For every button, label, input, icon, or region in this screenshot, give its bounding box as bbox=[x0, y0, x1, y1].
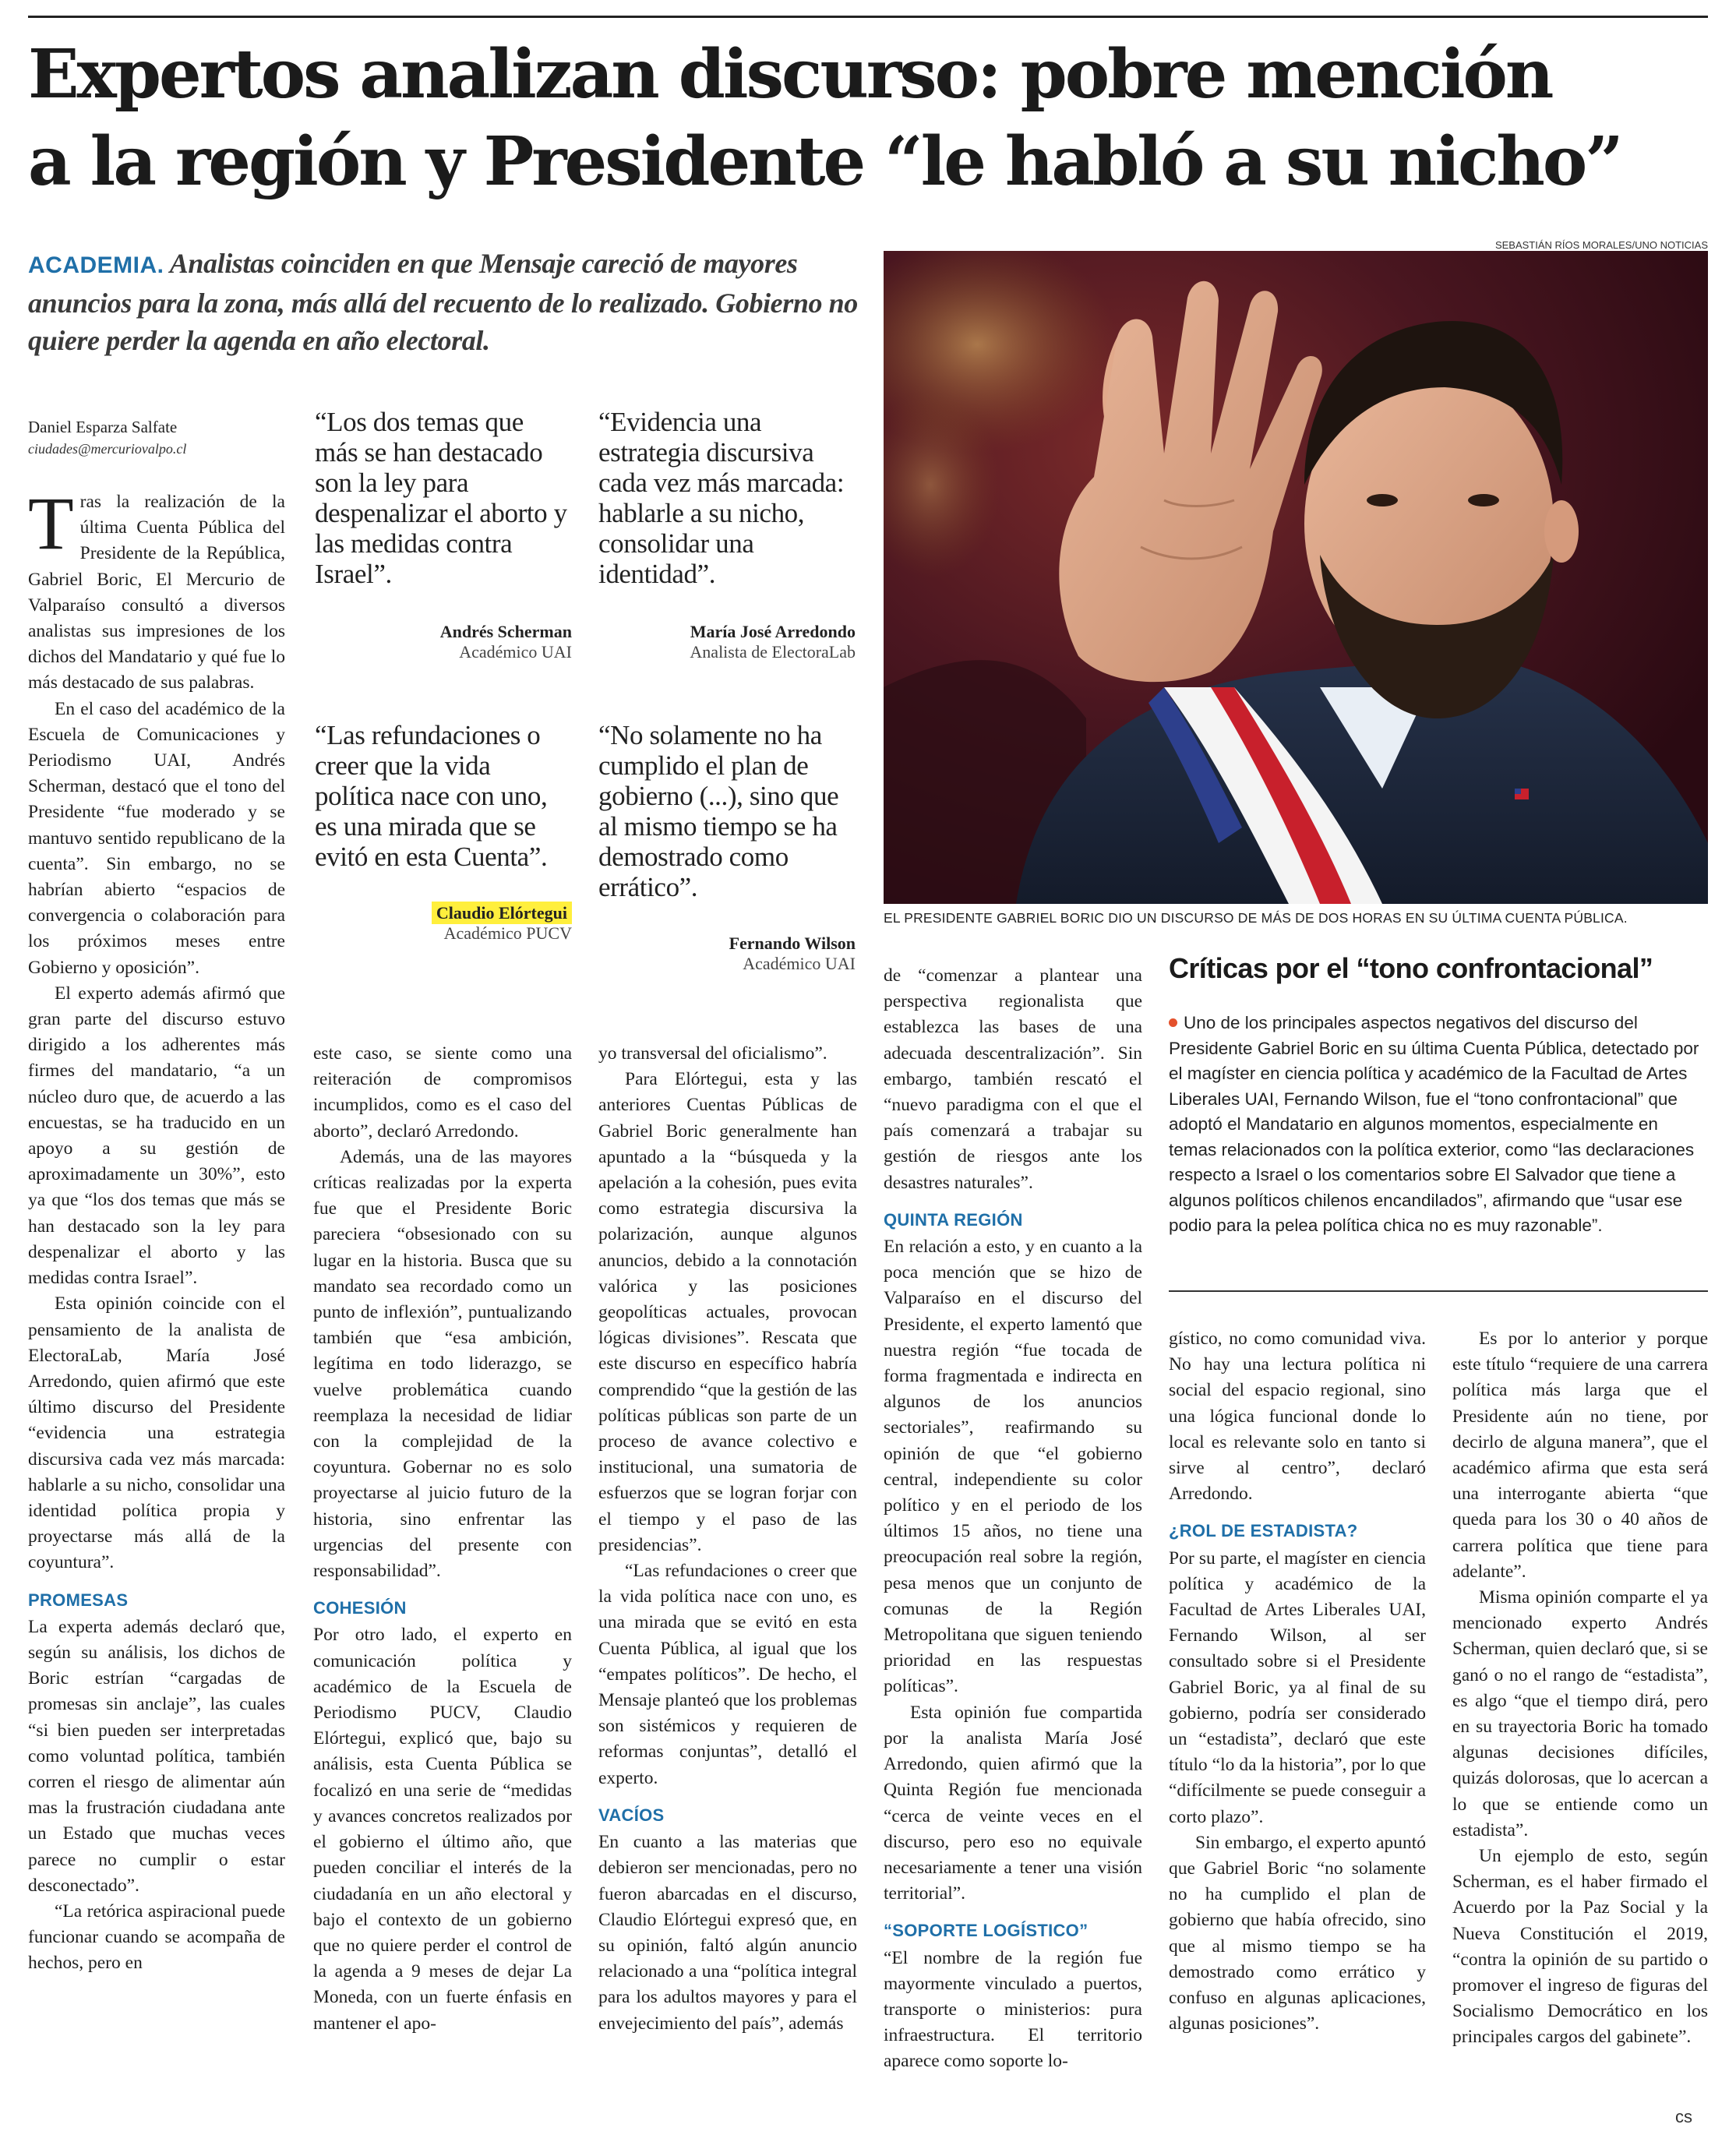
paragraph: Esta opinión coincide con el pensamiento de la analista de ElectoraLab, María José Arredondo, quien afirmó que este último discurso del Presidente “evidencia una estrategia discursiva cada vez más marcada: hablarle a su nicho, consolidar una identidad política propia y proyectarse más allá de la coyuntura”. bbox=[28, 1293, 285, 1573]
sidebar-body: Uno de los principales aspectos negativos del discurso del Presidente Gabriel Boric en su última Cuenta Pública, detectado por el magíster en ciencia política y académico de la Facultad de Artes Liberales UAI, Fernando Wilson, fue el “tono confrontacional” que adoptó el Mandatario en algunos momentos, especialmente en temas relacionados con la política exterior, como “las declaraciones respecto a Israel o los comentarios sobre El Salvador que tiene a algunos políticos chilenos encandilados”, afirmando que “usar ese podio para la pelea política chica no es muy razonable”. bbox=[1169, 1013, 1699, 1235]
paragraph: En el caso del académico de la Escuela de Comunicaciones y Periodismo UAI, Andrés Scherman, destacó que el tono del Presidente “fue moderado y se mantuvo sentido republicano de la cuenta”. Sin embargo, no se habrían abierto “espacios de convergencia o colaboración para los próximos meses entre Gobierno y oposición”. bbox=[28, 698, 285, 978]
paragraph: gístico, no como comunidad viva. No hay una lectura política ni social del espacio regional, sino una lógica funcional donde lo local es relevante solo en tanto si sirve al centro”, declaró Arredondo. bbox=[1169, 1329, 1426, 1505]
sidebar-title: Críticas por el “tono confrontacional” bbox=[1169, 952, 1653, 984]
article-column-1 bbox=[28, 482, 285, 1977]
pull-quote-2 bbox=[598, 407, 856, 662]
president-photo-illustration bbox=[884, 251, 1708, 904]
quote-author: Fernando Wilson bbox=[729, 933, 856, 953]
byline-author: Daniel Esparza Salfate bbox=[28, 418, 178, 436]
pull-quote-4 bbox=[598, 720, 856, 974]
top-rule bbox=[28, 16, 1708, 18]
paragraph: En cuanto a las materias que debieron ser mencionadas, pero no fueron abarcadas en el discurso, Claudio Elórtegui expresó que, en su opinión, faltó algún anuncio relacionado a una “política integral para los adultos mayores y para el envejecimiento del país”, además bbox=[598, 1832, 857, 2034]
byline-email: ciudades@mercuriovalpo.cl bbox=[28, 441, 187, 457]
deck bbox=[28, 245, 870, 359]
photo-caption: EL PRESIDENTE GABRIEL BORIC DIO UN DISCURSO DE MÁS DE DOS HORAS EN SU ÚLTIMA CUENTA PÚBLICA. bbox=[884, 910, 1628, 926]
paragraph: El experto además afirmó que gran parte del discurso estuvo dirigido a los adherentes más firmes del mandatario, “a un núcleo duro que, de acuerdo a las encuestas, se ha traducido en un apoyo a su gestión de aproximadamente un 30%”, esto ya que “los dos temas que más se han destacado son la ley para despenalizar el aborto y las medidas contra Israel”. bbox=[28, 983, 285, 1289]
paragraph: “Las refundaciones o creer que la vida política nace con uno, es una mirada que se evitó en esta Cuenta Pública, al igual que los “empates políticos”. De hecho, el Mensaje planteó que los problemas son sistémicos y requieren de reformas conjuntas”, detalló el experto. bbox=[598, 1561, 857, 1788]
quote-author bbox=[315, 903, 572, 923]
paragraph: de “comenzar a plantear una perspectiva regionalista que establezca las bases de una adecuada descentralización”. Sin embargo, también rescató el “nuevo paradigma con el que el país comenzará a trabajar su gestión de riesgos ante los desastres naturales”. bbox=[884, 965, 1142, 1193]
quote-text: “Los dos temas que más se han destacado son la ley para despenalizar el aborto y las medidas contra Israel”. bbox=[315, 407, 567, 589]
deck-kicker: ACADEMIA. bbox=[28, 252, 164, 278]
quote-role: Académico UAI bbox=[743, 954, 856, 973]
quote-text: “Evidencia una estrategia discursiva cada vez más marcada: hablarle a su nicho, consolidar una identidad”. bbox=[598, 407, 845, 589]
article-column-5 bbox=[1169, 1326, 1426, 2037]
section-heading-quinta-region: QUINTA REGIÓN bbox=[884, 1209, 1023, 1230]
section-heading-vacios: VACÍOS bbox=[598, 1805, 665, 1825]
paragraph: La experta además declaró que, según su análisis, los dichos de Boric estrían “cargadas de promesas sin anclaje”, las cuales “si bien pueden ser interpretadas como voluntad política, también corren el riesgo de alimentar aún mas la frustración ciudadana ante un Estado que muchas veces parece no cumplir o estar desconectado”. bbox=[28, 1616, 285, 1896]
paragraph: Misma opinión comparte el ya mencionado experto Andrés Scherman, quien declaró que, si se ganó o no el rango de “estadista”, es algo “que el tiempo dirá, pero en su trayectoria Boric ha tomado algunas decisiones difíciles, quizás dolorosas, que lo acercan a lo que se entiende como un estadista”. bbox=[1452, 1587, 1708, 1840]
article-column-6 bbox=[1452, 1326, 1708, 2051]
bullet-dot-icon bbox=[1169, 1018, 1177, 1027]
quote-text: “Las refundaciones o creer que la vida política nace con uno, es una mirada que se evitó en esta Cuenta”. bbox=[315, 720, 548, 872]
quote-role: Académico PUCV bbox=[443, 923, 572, 943]
quote-role: Analista de ElectoraLab bbox=[690, 642, 856, 662]
pull-quote-1 bbox=[315, 407, 572, 662]
paragraph: Esta opinión fue compartida por la analista María José Arredondo, quien afirmó que la Quinta Región fue mencionada “cerca de veinte veces en el discurso, pero eso no equivale necesariamente a tener una visión territorial”. bbox=[884, 1702, 1142, 1904]
photo-credit: SEBASTIÁN RÍOS MORALES/UNO NOTICIAS bbox=[1494, 239, 1708, 251]
paragraph: En relación a esto, y en cuanto a la poca mención que se hizo de Valparaíso en el discurso del Presidente, el experto lamentó que nuestra región “fue tocada de forma fragmentada e indirecta en algunos de los anuncios sectoriales”, reafirmando su opinión de que “el gobierno central, independiente su color político y en el periodo de los últimos 15 años, no tiene una preocupación real sobre la región, pesa menos que un conjunto de comunas de la Región Metropolitana que siguen teniendo prioridad en las respuestas políticas”. bbox=[884, 1237, 1142, 1697]
quote-author: María José Arredondo bbox=[690, 622, 856, 641]
article-column-3 bbox=[598, 1041, 857, 2037]
paragraph: “El nombre de la región fue mayormente vinculado a puertos, transporte o ministerios: pura infraestructura. El territorio aparece como soporte lo- bbox=[884, 1947, 1142, 2072]
quote-author: Andrés Scherman bbox=[439, 622, 572, 641]
pull-quote-3 bbox=[315, 720, 572, 944]
paragraph: Para Elórtegui, esta y las anteriores Cuentas Públicas de Gabriel Boric generalmente han apuntado a la “búsqueda y la apelación a la cohesión, pues evita como estrategia discursiva la polarización, aunque algunos anuncios, debido a la connotación valórica y las posiciones geopolíticas actuales, provocan lógicas divisiones”. Rescata que este discurso en específico habría comprendido “que la gestión de las políticas públicas son parte de un proceso de avance colectivo e institucional, una sumatoria de esfuerzos que se logran forjar con el tiempo y el paso de las presidencias”. bbox=[598, 1069, 857, 1555]
headline-line-2: a la región y Presidente “le habló a su nicho” bbox=[28, 122, 1621, 201]
sidebar-divider bbox=[1169, 1290, 1708, 1292]
end-mark-icon: cs bbox=[1675, 2107, 1692, 2126]
headline-line-1: Expertos analizan discurso: pobre mención bbox=[28, 35, 1552, 114]
paragraph: Tras la realización de la última Cuenta Pública del Presidente de la República, Gabriel Boric, El Mercurio de Valparaíso consultó a diversos analistas sus impresiones de los dichos del Mandatario y qué fue lo más destacado de sus palabras. bbox=[28, 482, 285, 693]
paragraph: Por otro lado, el experto en comunicación política y académico de la Escuela de Periodismo PUCV, Claudio Elórtegui, explicó que, bajo su análisis, esta Cuenta Pública se focalizó en una serie de “medidas y avances concretos realizados por el gobierno el último año, que pueden conciliar el interés de la ciudadanía en un año electoral y bajo el contexto de un gobierno que no quiere perder el control de la agenda a 9 meses de dejar La Moneda, con un fuerte énfasis en mantener el apo- bbox=[313, 1625, 572, 2034]
section-heading-estadista: ¿ROL DE ESTADISTA? bbox=[1169, 1521, 1358, 1541]
paragraph: “La retórica aspiracional puede funcionar cuando se acompaña de hechos, pero en bbox=[28, 1900, 285, 1974]
headline bbox=[28, 31, 1711, 206]
quote-role: Académico UAI bbox=[459, 642, 572, 662]
paragraph: yo transversal del oficialismo”. bbox=[598, 1043, 827, 1064]
section-heading-promesas: PROMESAS bbox=[28, 1590, 129, 1610]
paragraph: Un ejemplo de esto, según Scherman, es el haber firmado el Acuerdo por la Paz Social y la Nueva Constitución el 2019, “contra la opinión de su partido o promover el ingreso de figuras del Socialismo Democrático en los principales cargos del gabinete”. bbox=[1452, 1846, 1708, 2048]
paragraph: Sin embargo, el experto apuntó que Gabriel Boric “no solamente no ha cumplido el plan de gobierno que había ofrecido, sino que al mismo tiempo se ha demostrado como errático y confuso en algunas aplicaciones, algunas posiciones”. bbox=[1169, 1832, 1426, 2034]
paragraph: Es por lo anterior y porque este título “requiere de una carrera política más larga que el Presidente aún no tiene, por decirlo de alguna manera”, que el académico afirma que esta será una interrogante abierta “que queda para los 30 o 40 años de carrera política que tiene para adelante”. bbox=[1452, 1329, 1708, 1582]
paragraph: este caso, se siente como una reiteración de compromisos incumplidos, como es el caso del aborto”, declaró Arredondo. bbox=[313, 1043, 572, 1142]
highlighted-author: Claudio Elórtegui bbox=[432, 902, 572, 924]
section-heading-cohesion: COHESIÓN bbox=[313, 1598, 407, 1618]
paragraph: Por su parte, el magíster en ciencia política y académico de la Facultad de Artes Liberales UAI, Fernando Wilson, al ser consultado sobre si el Presidente Gabriel Boric, ya al final de su gobierno, podría ser considerado un “estadista”, declaró que este título “lo da la historia”, por lo que “difícilmente se puede conseguir a corto plazo”. bbox=[1169, 1547, 1426, 1827]
section-heading-soporte: “SOPORTE LOGÍSTICO” bbox=[884, 1921, 1089, 1941]
paragraph: Además, una de las mayores críticas realizadas por la experta fue que el Presidente Boric pareciera “obsesionado con su lugar en la historia. Busca que su mandato sea recordado como un punto de inflexión”, puntualizando también que “esa ambición, legítima en todo liderazgo, se vuelve problemática cuando reemplaza la necesidad de lidiar con la complejidad de la coyuntura. Gobernar no es solo proyectarse al juicio futuro de la historia, sino enfrentar las urgencias del presente con responsabilidad”. bbox=[313, 1146, 572, 1582]
quote-text: “No solamente no ha cumplido el plan de gobierno (...), sino que al mismo tiempo se ha demostrado como errático”. bbox=[598, 720, 839, 902]
drop-cap: T bbox=[28, 482, 74, 565]
article-column-4 bbox=[884, 963, 1142, 2075]
president-photo bbox=[884, 251, 1708, 904]
deck-text: Analistas coinciden en que Mensaje careció de mayores anuncios para la zona, más allá del recuento de lo realizado. Gobierno no quiere perder la agenda en año electoral. bbox=[28, 248, 858, 356]
article-column-2 bbox=[313, 1041, 572, 2037]
